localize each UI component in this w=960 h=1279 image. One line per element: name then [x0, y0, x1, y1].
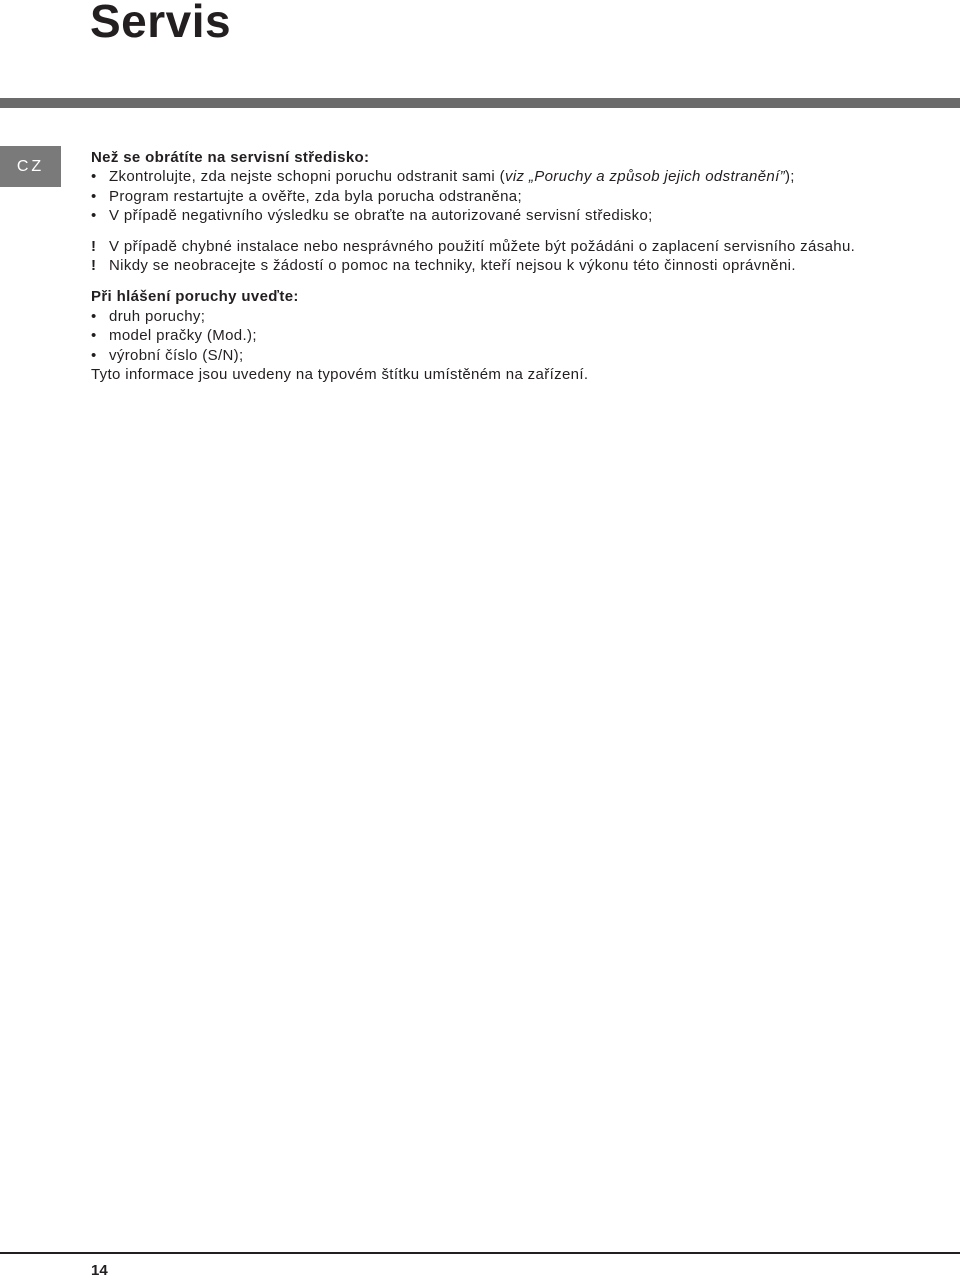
- warning-note: ! V případě chybné instalace nebo nesprávného použití můžete být požádáni o zaplacení servisního zásahu.: [91, 237, 856, 255]
- bullet-icon: •: [91, 307, 97, 325]
- warning-note: ! Nikdy se neobracejte s žádostí o pomoc na techniky, kteří nejsou k výkonu této činnosti oprávněni.: [91, 257, 796, 275]
- list-item: • druh poruchy;: [91, 307, 206, 325]
- bullet-icon: •: [91, 168, 97, 186]
- page-number: 14: [91, 1262, 108, 1279]
- page-title: Servis: [90, 0, 232, 47]
- list-item: • Program restartujte a ověřte, zda byla porucha odstraněna;: [91, 187, 523, 205]
- section-heading-report-fault: Při hlášení poruchy uveďte:: [91, 288, 299, 306]
- list-item: • výrobní číslo (S/N);: [91, 346, 244, 364]
- list-item: • model pračky (Mod.);: [91, 327, 257, 345]
- warning-icon: !: [91, 257, 97, 275]
- list-item: • V případě negativního výsledku se obraťte na autorizované servisní středisko;: [91, 207, 653, 225]
- cross-reference: viz „Poruchy a způsob jejich odstranění”: [504, 168, 785, 186]
- info-note: Tyto informace jsou uvedeny na typovém štítku umístěném na zařízení.: [91, 366, 589, 384]
- bullet-icon: •: [91, 207, 97, 225]
- bullet-icon: •: [91, 187, 97, 205]
- bullet-icon: •: [91, 346, 97, 364]
- list-item: • Zkontrolujte, zda nejste schopni poruchu odstranit sami (viz „Poruchy a způsob jejich odstranění”);: [91, 168, 795, 186]
- language-tab: CZ: [0, 146, 61, 187]
- bullet-icon: •: [91, 327, 97, 345]
- section-heading-before-service: Než se obrátíte na servisní středisko:: [91, 149, 370, 166]
- header-divider: [0, 98, 960, 108]
- service-content: [91, 148, 931, 384]
- footer-divider: [0, 1252, 960, 1254]
- warning-icon: !: [91, 237, 97, 255]
